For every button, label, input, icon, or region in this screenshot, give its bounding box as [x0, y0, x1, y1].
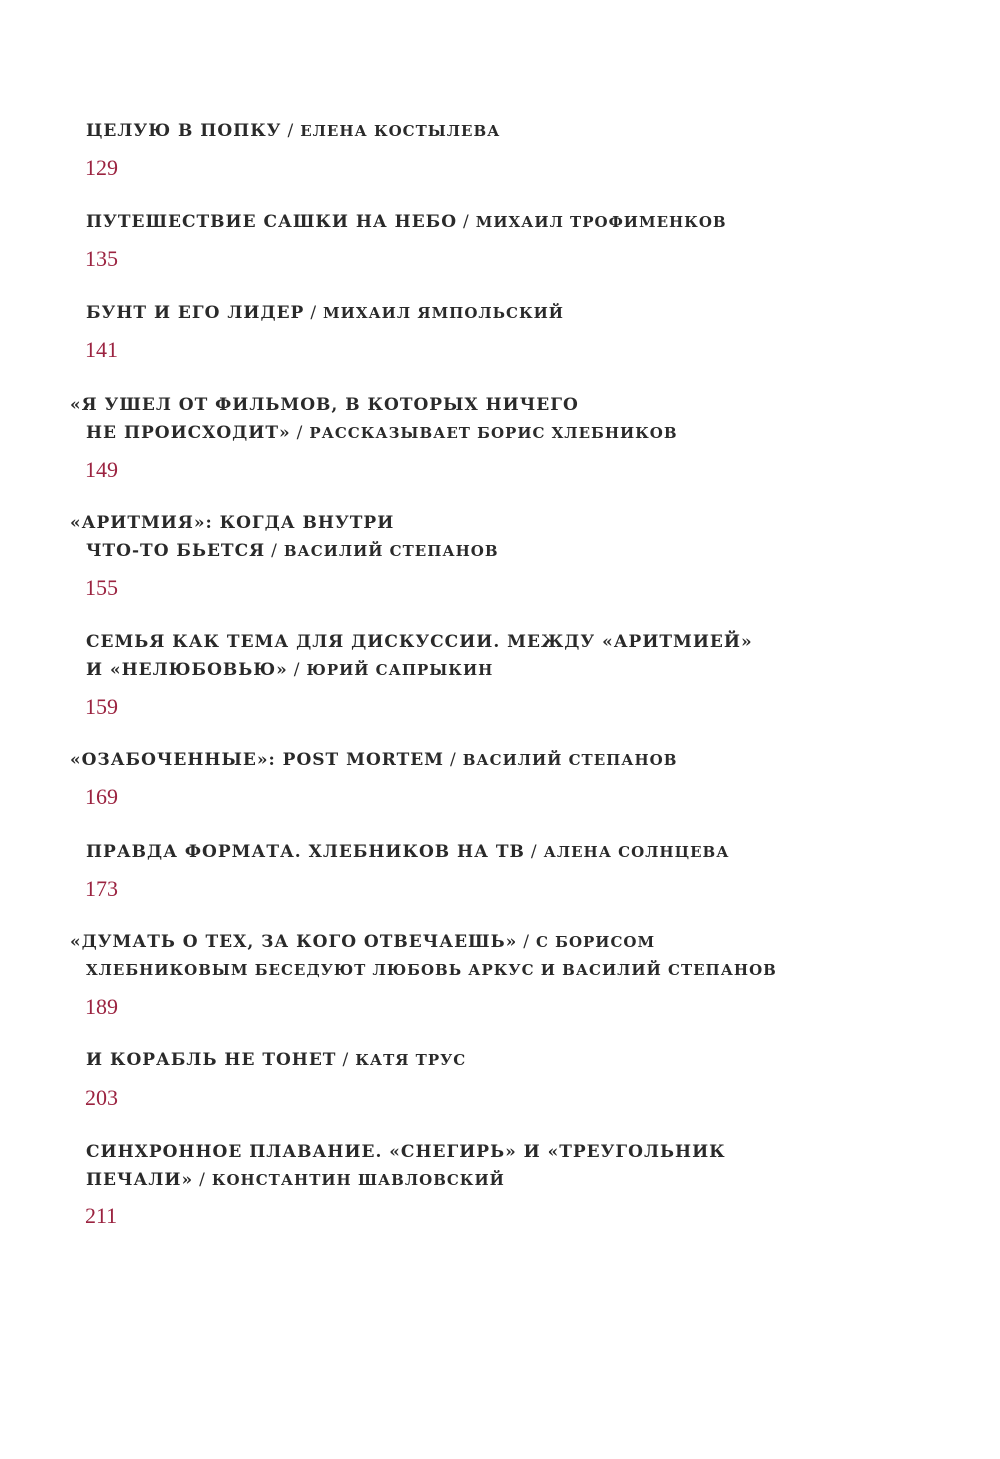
entry-author: КАТЯ ТРУС — [355, 1051, 467, 1069]
page-number: 211 — [85, 1203, 118, 1228]
page-number: 135 — [85, 246, 118, 271]
page-number: 169 — [85, 784, 118, 809]
entry-title: БУНТ И ЕГО ЛИДЕР — [86, 303, 305, 323]
toc-entry-line — [86, 1046, 466, 1074]
toc-entry-line — [86, 117, 500, 145]
entry-title: НЕ ПРОИСХОДИТ» — [86, 423, 291, 443]
separator-slash: / — [523, 932, 530, 952]
entry-author: МИХАИЛ ТРОФИМЕНКОВ — [475, 213, 727, 231]
entry-author: ВАСИЛИЙ СТЕПАНОВ — [283, 542, 499, 560]
entry-title: ЦЕЛУЮ В ПОПКУ — [86, 121, 282, 141]
separator-slash: / — [293, 660, 301, 680]
entry-title: ПЕЧАЛИ» — [86, 1170, 194, 1190]
entry-author: С БОРИСОМ — [535, 933, 656, 951]
page-number: 141 — [85, 337, 118, 362]
entry-author: ХЛЕБНИКОВЫМ БЕСЕДУЮТ ЛЮБОВЬ АРКУС И ВАСИЛИЙ СТЕПАНОВ — [86, 961, 777, 979]
toc-entry-line — [86, 838, 729, 866]
toc-entry-line — [86, 537, 499, 565]
separator-slash: / — [287, 121, 295, 141]
entry-author: ЮРИЙ САПРЫКИН — [306, 661, 494, 679]
entry-author: МИХАИЛ ЯМПОЛЬСКИЙ — [323, 304, 564, 322]
toc-entry-line — [70, 391, 579, 419]
entry-title: «Я УШЕЛ ОТ ФИЛЬМОВ, В КОТОРЫХ НИЧЕГО — [70, 395, 579, 415]
entry-author: КОНСТАНТИН ШАВЛОВСКИЙ — [211, 1171, 505, 1189]
separator-slash: / — [296, 423, 304, 443]
page-number: 155 — [85, 575, 118, 600]
separator-slash: / — [450, 750, 457, 770]
entry-title: И «НЕЛЮБОВЬЮ» — [86, 660, 288, 680]
page-number: 203 — [85, 1085, 118, 1110]
separator-slash: / — [342, 1050, 350, 1070]
toc-entry-line — [86, 1166, 505, 1194]
toc-entry-line — [86, 419, 678, 447]
toc-entry-line — [86, 208, 727, 236]
entry-title: И КОРАБЛЬ НЕ ТОНЕТ — [86, 1050, 337, 1070]
entry-title: «АРИТМИЯ»: КОГДА ВНУТРИ — [70, 513, 395, 533]
separator-slash: / — [310, 303, 318, 323]
entry-title: «ОЗАБОЧЕННЫЕ»: POST MORTEM — [70, 750, 445, 770]
toc-entry-line — [70, 746, 677, 774]
separator-slash: / — [271, 541, 278, 561]
entry-author: АЛЕНА СОЛНЦЕВА — [543, 843, 730, 861]
page-number: 173 — [85, 876, 118, 901]
entry-title: ЧТО-ТО БЬЕТСЯ — [86, 541, 266, 561]
entry-author: ВАСИЛИЙ СТЕПАНОВ — [462, 751, 678, 769]
entry-title: ПРАВДА ФОРМАТА. ХЛЕБНИКОВ НА ТВ — [86, 842, 525, 862]
page-number: 159 — [85, 694, 118, 719]
entry-title: «ДУМАТЬ О ТЕХ, ЗА КОГО ОТВЕЧАЕШЬ» — [70, 932, 518, 952]
toc-entry-line — [86, 1138, 726, 1166]
toc-entry-line — [70, 928, 655, 956]
page-number: 189 — [85, 994, 118, 1019]
entry-title: СЕМЬЯ КАК ТЕМА ДЛЯ ДИСКУССИИ. МЕЖДУ «АРИТМИЕЙ» — [86, 632, 753, 652]
separator-slash: / — [199, 1170, 206, 1190]
toc-entry-line — [70, 509, 394, 537]
entry-author: РАССКАЗЫВАЕТ БОРИС ХЛЕБНИКОВ — [309, 424, 678, 442]
entry-author: ЕЛЕНА КОСТЫЛЕВА — [300, 122, 501, 140]
entry-title: ПУТЕШЕСТВИЕ САШКИ НА НЕБО — [86, 212, 458, 232]
entry-title: СИНХРОННОЕ ПЛАВАНИЕ. «СНЕГИРЬ» И «ТРЕУГОЛЬНИК — [86, 1142, 726, 1162]
separator-slash: / — [463, 212, 470, 232]
toc-entry-line — [86, 299, 564, 327]
toc-entry-line — [86, 628, 753, 656]
toc-entry-line — [86, 956, 777, 984]
page-number: 129 — [85, 155, 118, 180]
page-number: 149 — [85, 457, 118, 482]
toc-entry-line — [86, 656, 493, 684]
separator-slash: / — [530, 842, 538, 862]
